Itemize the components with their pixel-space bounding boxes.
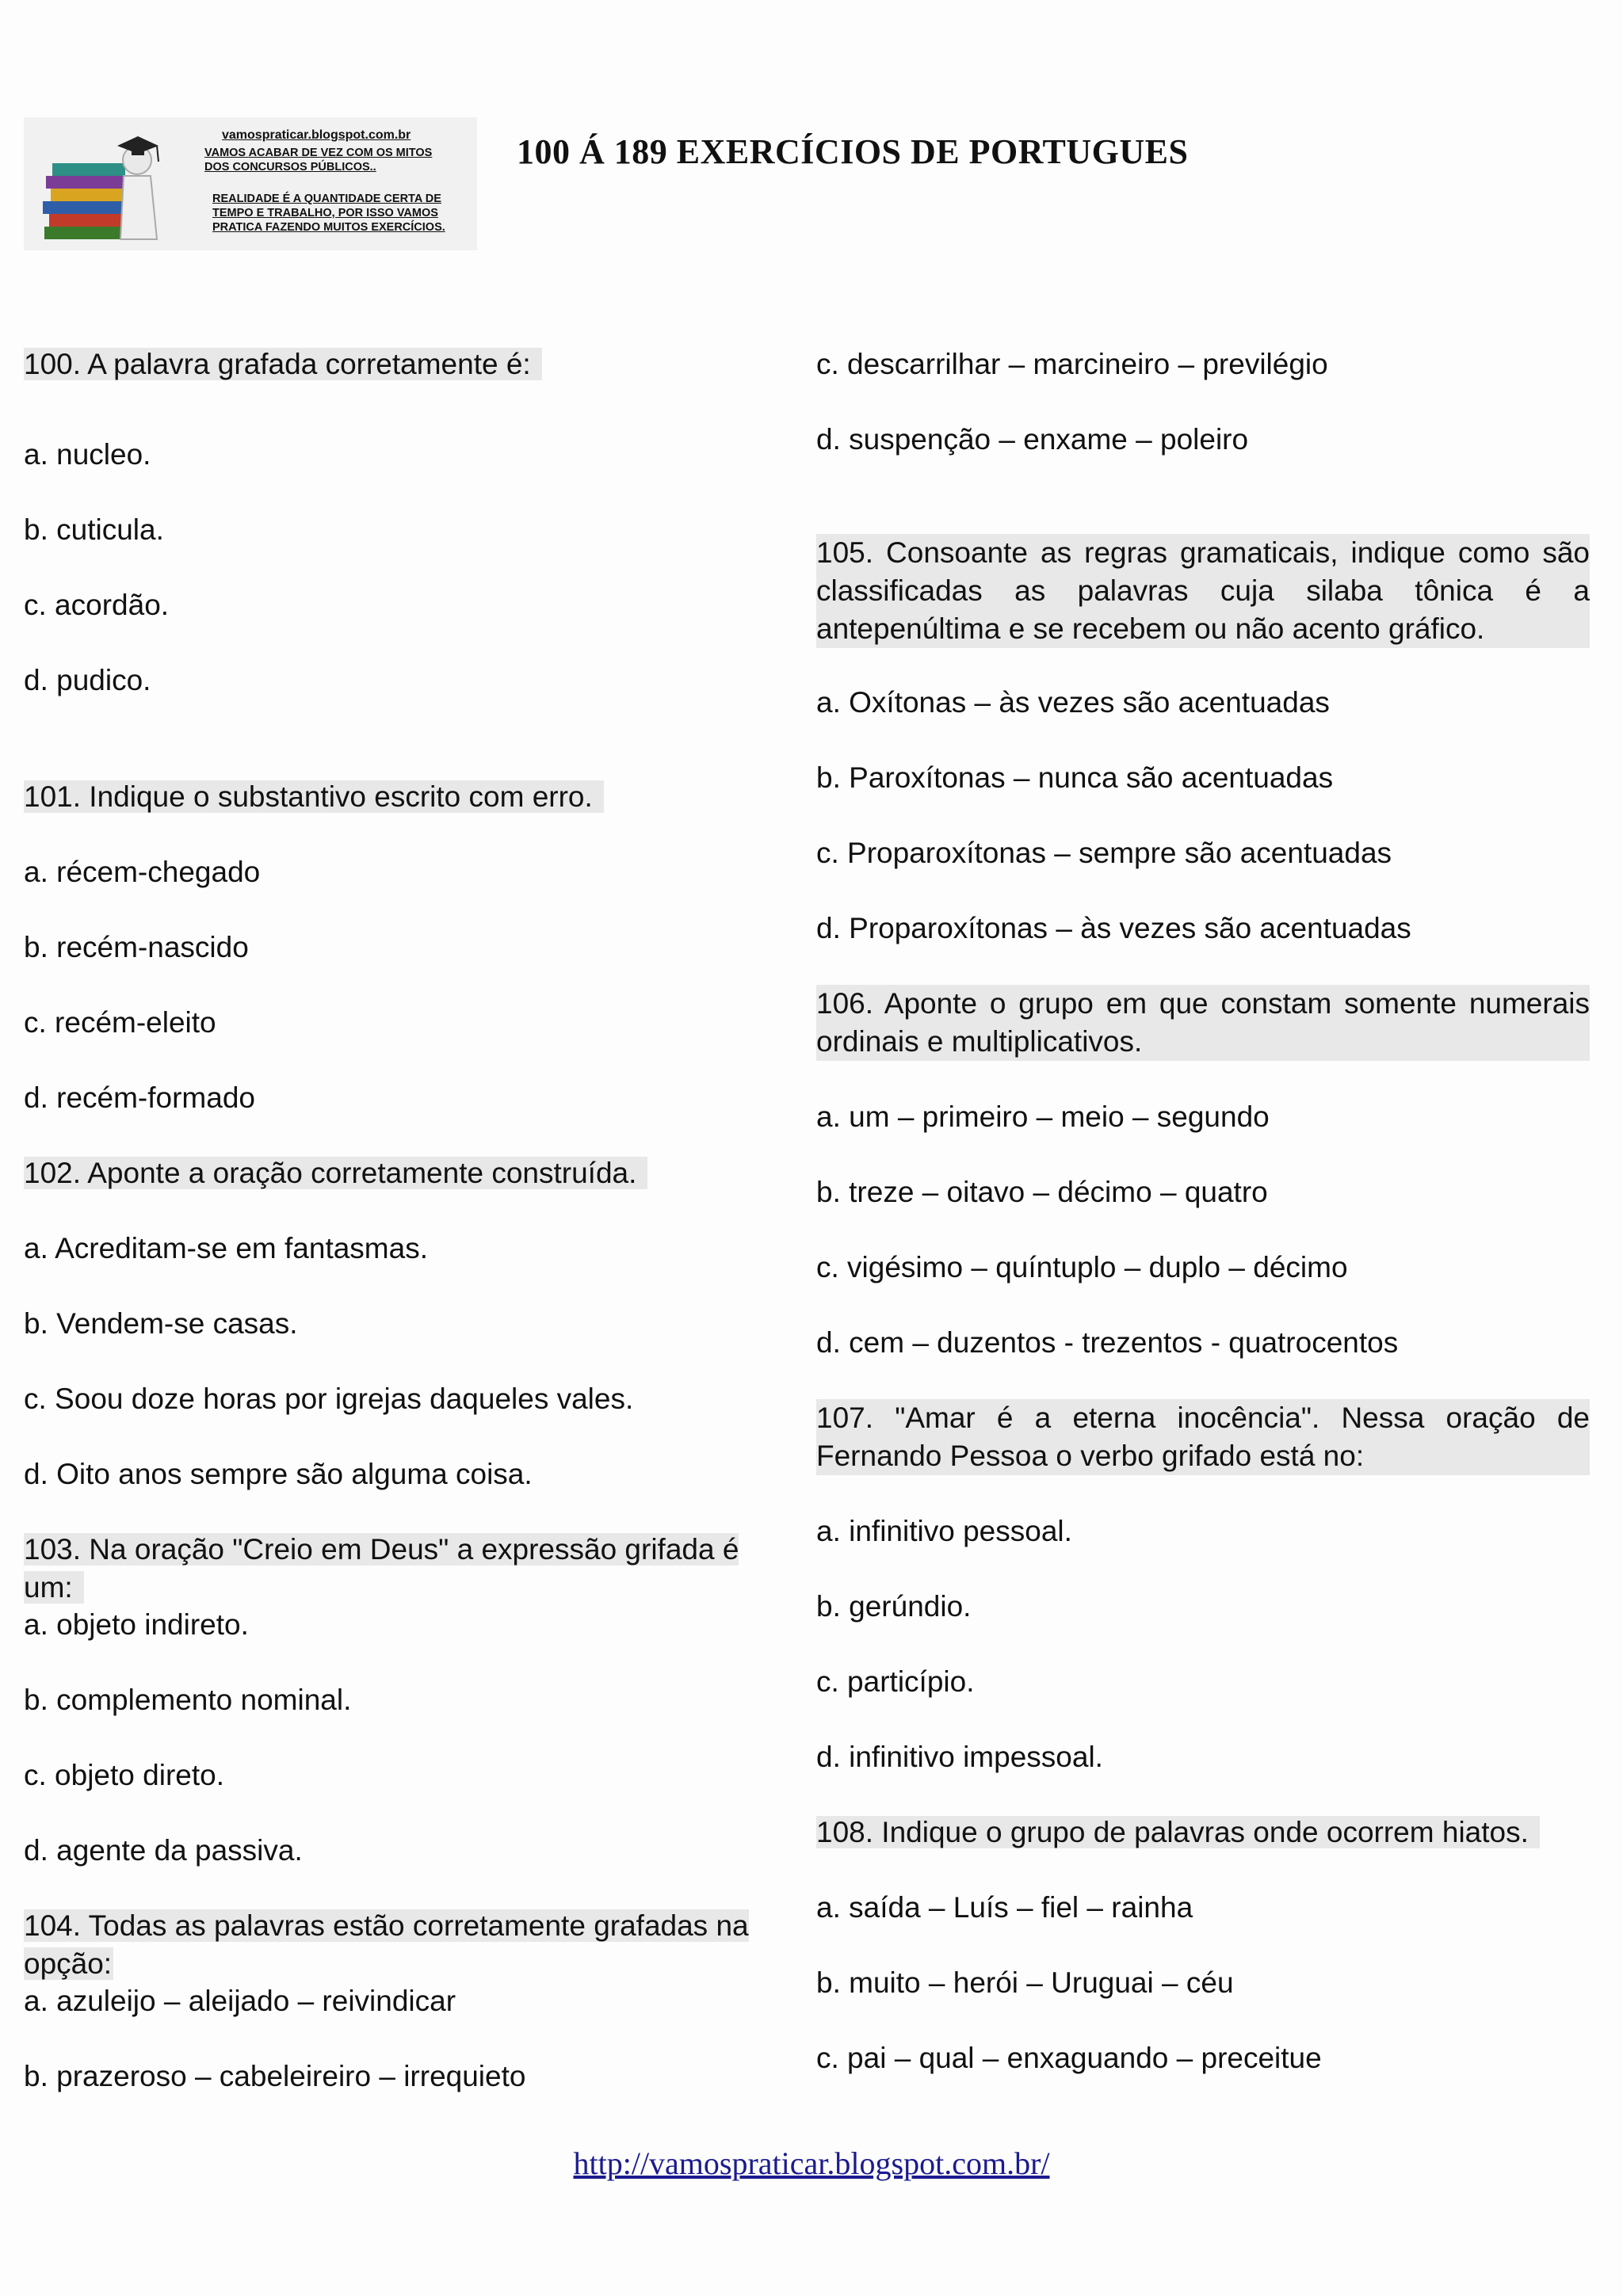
option-103-d: d. agente da passiva. [24, 1834, 303, 1867]
books-graduate-icon [38, 119, 181, 250]
question-107-stem: 107. "Amar é a eterna inocência". Nessa oração de Fernando Pessoa o verbo grifado está no: [816, 1399, 1590, 1475]
option-100-a: a. nucleo. [24, 438, 151, 471]
option-100-d: d. pudico. [24, 664, 151, 696]
option-100-c: c. acordão. [24, 589, 170, 621]
question-101-stem: 101. Indique o substantivo escrito com erro. [24, 780, 604, 813]
site-logo [24, 117, 477, 250]
logo-tagline-2: REALIDADE É A QUANTIDADE CERTA DE TEMPO E TRABALHO, POR ISSO VAMOS PRATICA FAZENDO MUITOS EXERCÍCIOS. [212, 193, 445, 234]
option-104-c: c. descarrilhar – marcineiro – previlégio [816, 348, 1328, 380]
option-102-c: c. Soou doze horas por igrejas daqueles vales. [24, 1383, 634, 1415]
page-title: 100 Á 189 EXERCÍCIOS DE PORTUGUES [517, 132, 1189, 171]
question-105-stem: 105. Consoante as regras gramaticais, indique como são classificadas as palavras cuja silaba tônica é a antepenúltima e se recebem ou não acento gráfico. [816, 534, 1590, 648]
footer-link[interactable]: http://vamospraticar.blogspot.com.br/ [573, 2145, 1050, 2181]
option-101-c: c. recém-eleito [24, 1006, 216, 1039]
option-103-c: c. objeto direto. [24, 1759, 224, 1791]
option-101-d: d. recém-formado [24, 1081, 255, 1114]
option-102-d: d. Oito anos sempre são alguma coisa. [24, 1458, 533, 1490]
option-108-a: a. saída – Luís – fiel – rainha [816, 1891, 1193, 1924]
question-104-stem: 104. Todas as palavras estão corretamente grafadas na opção: [24, 1909, 749, 1980]
option-105-c: c. Proparoxítonas – sempre são acentuadas [816, 837, 1392, 869]
option-102-a: a. Acreditam-se em fantasmas. [24, 1232, 428, 1264]
option-106-c: c. vigésimo – quíntuplo – duplo – décimo [816, 1251, 1348, 1283]
option-102-b: b. Vendem-se casas. [24, 1307, 298, 1340]
logo-tagline-1: VAMOS ACABAR DE VEZ COM OS MITOS DOS CONCURSOS PÚBLICOS.. [204, 147, 433, 174]
option-105-d: d. Proparoxítonas – às vezes são acentuadas [816, 912, 1411, 944]
page-header [24, 117, 1601, 252]
option-107-d: d. infinitivo impessoal. [816, 1741, 1103, 1773]
option-101-a: a. récem-chegado [24, 856, 261, 888]
option-104-a: a. azuleijo – aleijado – reivindicar [24, 1985, 456, 2017]
option-105-a: a. Oxítonas – às vezes são acentuadas [816, 686, 1330, 719]
question-106-stem: 106. Aponte o grupo em que constam somente numerais ordinais e multiplicativos. [816, 985, 1590, 1061]
question-108-stem: 108. Indique o grupo de palavras onde ocorrem hiatos. [816, 1816, 1540, 1848]
option-100-b: b. cuticula. [24, 513, 164, 546]
option-105-b: b. Paroxítonas – nunca são acentuadas [816, 761, 1334, 794]
option-106-a: a. um – primeiro – meio – segundo [816, 1100, 1270, 1133]
question-100-stem: 100. A palavra grafada corretamente é: [24, 348, 542, 380]
logo-url-text: vamospraticar.blogspot.com.br [222, 128, 411, 142]
option-108-b: b. muito – herói – Uruguai – céu [816, 1966, 1234, 1999]
page-footer [0, 2145, 1623, 2182]
option-107-b: b. gerúndio. [816, 1590, 972, 1623]
option-103-a: a. objeto indireto. [24, 1608, 249, 1641]
option-104-b: b. prazeroso – cabeleireiro – irrequieto [24, 2060, 526, 2092]
option-107-c: c. particípio. [816, 1665, 975, 1698]
option-101-b: b. recém-nascido [24, 931, 249, 963]
option-106-d: d. cem – duzentos - trezentos - quatrocentos [816, 1326, 1399, 1359]
question-102-stem: 102. Aponte a oração corretamente construída. [24, 1157, 647, 1189]
question-103-stem: 103. Na oração "Creio em Deus" a expressão grifada é um: [24, 1533, 739, 1604]
option-106-b: b. treze – oitavo – décimo – quatro [816, 1176, 1268, 1208]
option-107-a: a. infinitivo pessoal. [816, 1515, 1072, 1547]
option-108-c: c. pai – qual – enxaguando – preceitue [816, 2042, 1322, 2074]
option-103-b: b. complemento nominal. [24, 1684, 352, 1716]
option-104-d: d. suspenção – enxame – poleiro [816, 423, 1249, 456]
